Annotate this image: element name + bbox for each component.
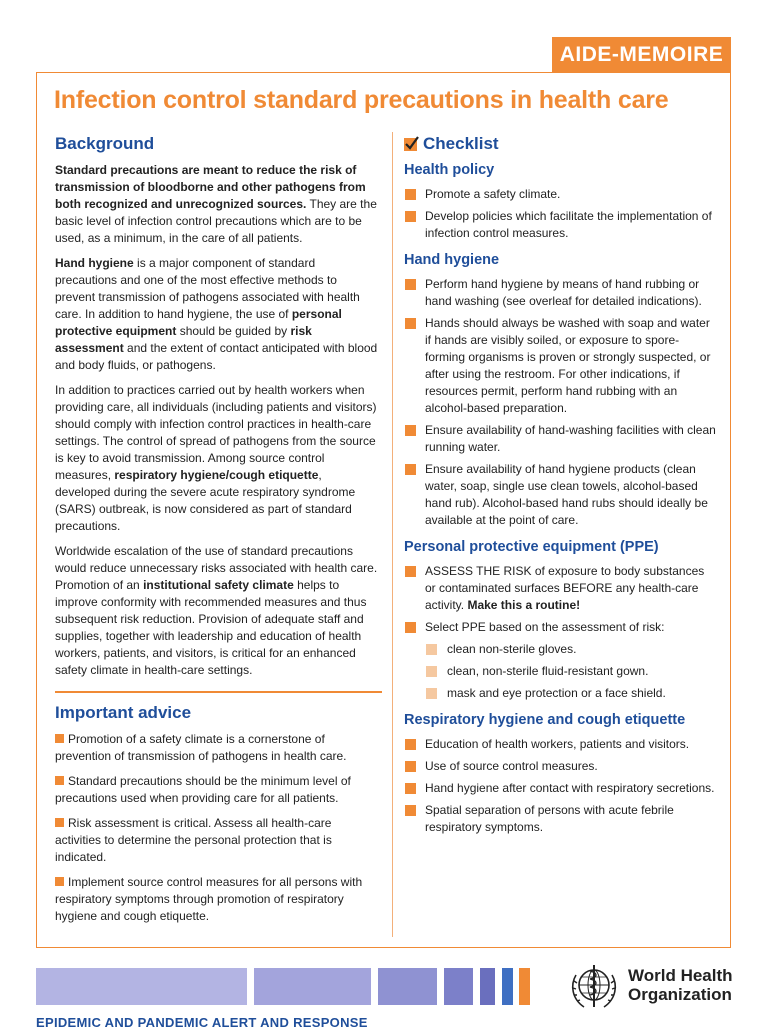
health-policy-list	[404, 186, 716, 242]
ppe-sub-item	[426, 663, 716, 680]
background-paragraph-4	[55, 543, 380, 679]
bullet-square-icon	[405, 425, 416, 436]
checklist-item-text: Promote a safety climate.	[425, 187, 561, 201]
paragraph-3-text-b: , developed during the severe acute respiratory syndrome (SARS) outbreak, is now considered as part of standard precautions.	[55, 468, 356, 533]
checklist-item	[404, 422, 716, 456]
ppe-list	[404, 563, 716, 636]
checklist-item-text: ASSESS THE RISK of exposure to body substances or contaminated surfaces BEFORE any health-care activity.	[425, 564, 705, 612]
hand-hygiene-term: Hand hygiene	[55, 256, 134, 270]
footer-color-bar	[502, 968, 513, 1005]
bullet-square-light-icon	[426, 644, 437, 655]
footer-color-bar	[36, 968, 247, 1005]
paragraph-4-text-b: helps to improve conformity with recommended measures and thus subsequent risk reduction. Provision of adequate staff and supplies, together with leadership and education of health workers, patients, and visitors, is critical for an enhanced safety climate in health-care settings.	[55, 578, 367, 677]
advice-item-text: Implement source control measures for all persons with respiratory symptoms through promotion of respiratory hygiene and cough etiquette.	[55, 874, 363, 923]
checklist-item-text: Spatial separation of persons with acute febrile respiratory symptoms.	[425, 803, 674, 834]
program-name: EPIDEMIC AND PANDEMIC ALERT AND RESPONSE	[36, 1015, 368, 1030]
bullet-square-light-icon	[426, 666, 437, 677]
footer-color-bar	[480, 968, 495, 1005]
advice-item-text: Risk assessment is critical. Assess all health-care activities to determine the personal protection that is indicated.	[55, 815, 332, 864]
checklist-item	[404, 563, 716, 614]
background-paragraph-3	[55, 382, 380, 535]
column-divider	[392, 132, 393, 937]
advice-list	[55, 731, 380, 925]
bullet-square-icon	[405, 622, 416, 633]
checklist-item	[404, 208, 716, 242]
checklist-item-text: Perform hand hygiene by means of hand rubbing or hand washing (see overleaf for detailed indications).	[425, 277, 702, 308]
bullet-square-icon	[405, 318, 416, 329]
bullet-square-light-icon	[426, 688, 437, 699]
checklist-item	[404, 780, 716, 797]
checklist-item	[404, 461, 716, 529]
checklist-heading-label: Checklist	[423, 134, 499, 153]
background-paragraph-1	[55, 162, 380, 247]
paragraph-2-text-b: should be guided by	[176, 324, 291, 338]
ppe-sub-item	[426, 685, 716, 702]
ppe-sub-list	[404, 641, 716, 702]
advice-item	[55, 874, 380, 925]
bullet-square-icon	[405, 566, 416, 577]
footer-color-bar	[378, 968, 437, 1005]
hand-hygiene-list	[404, 276, 716, 529]
make-routine-emphasis: Make this a routine!	[467, 598, 581, 612]
checkmark-icon	[404, 138, 417, 151]
advice-item-text: Promotion of a safety climate is a cornerstone of prevention of transmission of pathogens in health care.	[55, 731, 347, 763]
bullet-square-icon	[405, 464, 416, 475]
checklist-item-text: Ensure availability of hand hygiene products (clean water, soap, single use clean towels, alcohol-based hand rub). Alcohol-based hand rubs should ideally be available at the point of care.	[425, 462, 708, 527]
respiratory-hygiene-heading: Respiratory hygiene and cough etiquette	[404, 712, 686, 728]
ppe-sub-item	[426, 641, 716, 658]
checklist-item-text: Use of source control measures.	[425, 759, 598, 773]
checklist-item-text: Hands should always be washed with soap and water if hands are visibly soiled, or exposure to spore-forming organisms is proven or strongly suspected, or after using the restroom. For other indications, if resources permit, perform hand rubbing with an alcohol-based preparation.	[425, 316, 711, 415]
bullet-square-icon	[55, 734, 64, 743]
respiratory-hygiene-list	[404, 736, 716, 836]
bullet-square-icon	[405, 783, 416, 794]
safety-climate-term: institutional safety climate	[143, 578, 294, 592]
risk-assessment-term: risk assessment	[55, 324, 312, 355]
hand-hygiene-heading: Hand hygiene	[404, 252, 500, 268]
checklist-item	[404, 186, 716, 203]
org-line-2: Organization	[628, 985, 732, 1004]
background-intro-bold: Standard precautions are meant to reduce the risk of transmission of bloodborne and other pathogens from both recognized and unrecognized sources.	[55, 163, 366, 211]
bullet-square-icon	[405, 211, 416, 222]
bullet-square-icon	[55, 877, 64, 886]
advice-item	[55, 731, 380, 765]
important-advice-heading: Important advice	[55, 702, 192, 722]
checklist-item-text: Develop policies which facilitate the implementation of infection control measures.	[425, 209, 712, 240]
respiratory-hygiene-term: respiratory hygiene/cough etiquette	[114, 468, 319, 482]
right-column	[404, 134, 716, 841]
paragraph-2-text-c: and the extent of contact anticipated with blood and body fluids, or pathogens.	[55, 341, 378, 372]
left-column	[55, 134, 380, 933]
ppe-heading: Personal protective equipment (PPE)	[404, 539, 659, 555]
ppe-sub-item-text: clean non-sterile gloves.	[447, 642, 577, 656]
footer-color-bar	[444, 968, 473, 1005]
checklist-item	[404, 619, 716, 636]
bullet-square-icon	[55, 776, 64, 785]
background-intro-text: They are the basic level of infection control precautions which are to be used, as a minimum, in the care of all patients.	[55, 197, 377, 245]
checklist-item-text: Education of health workers, patients and visitors.	[425, 737, 690, 751]
bullet-square-icon	[405, 189, 416, 200]
advice-item-text: Standard precautions should be the minimum level of precautions used when providing care for all patients.	[55, 773, 351, 805]
org-line-1: World Health	[628, 966, 733, 985]
aide-memoire-badge: AIDE-MEMOIRE	[552, 37, 731, 72]
bullet-square-icon	[55, 818, 64, 827]
checklist-item-text: Hand hygiene after contact with respiratory secretions.	[425, 781, 715, 795]
bullet-square-icon	[405, 805, 416, 816]
checklist-heading	[404, 134, 716, 154]
ppe-sub-item-text: clean, non-sterile fluid-resistant gown.	[447, 664, 649, 678]
page-title: Infection control standard precautions in health care	[54, 86, 669, 114]
background-heading: Background	[55, 134, 155, 153]
background-paragraph-2	[55, 255, 380, 374]
who-emblem-icon	[566, 961, 622, 1013]
bullet-square-icon	[405, 761, 416, 772]
health-policy-heading: Health policy	[404, 162, 495, 178]
bullet-square-icon	[405, 279, 416, 290]
ppe-sub-item-text: mask and eye protection or a face shield.	[447, 686, 666, 700]
checklist-item	[404, 758, 716, 775]
checklist-item	[404, 736, 716, 753]
advice-item	[55, 815, 380, 866]
bullet-square-icon	[405, 739, 416, 750]
ppe-term: personal protective equipment	[55, 307, 342, 338]
checklist-item	[404, 276, 716, 310]
footer-color-bar	[519, 968, 530, 1005]
checklist-item	[404, 315, 716, 417]
paragraph-4-text-a: Worldwide escalation of the use of standard precautions would reduce unnecessary risks associated with health care. Promotion of an	[55, 544, 378, 592]
paragraph-2-text-a: is a major component of standard precautions and one of the most effective methods to prevent transmission of pathogens associated with health care. In addition to hand hygiene, the use of	[55, 256, 360, 321]
advice-item	[55, 773, 380, 807]
checklist-item-text: Select PPE based on the assessment of risk:	[425, 620, 665, 634]
paragraph-3-text-a: In addition to practices carried out by health workers when providing care, all individuals (including patients and visitors) should comply with infection control practices in health-care settings. The control of spread of pathogens from the source is key to avoid transmission. Among source control measures,	[55, 383, 377, 482]
footer-color-bar	[254, 968, 371, 1005]
advice-rule	[55, 691, 382, 693]
checklist-item-text: Ensure availability of hand-washing facilities with clean running water.	[425, 423, 716, 454]
who-organization-name	[628, 966, 733, 1004]
checklist-item	[404, 802, 716, 836]
